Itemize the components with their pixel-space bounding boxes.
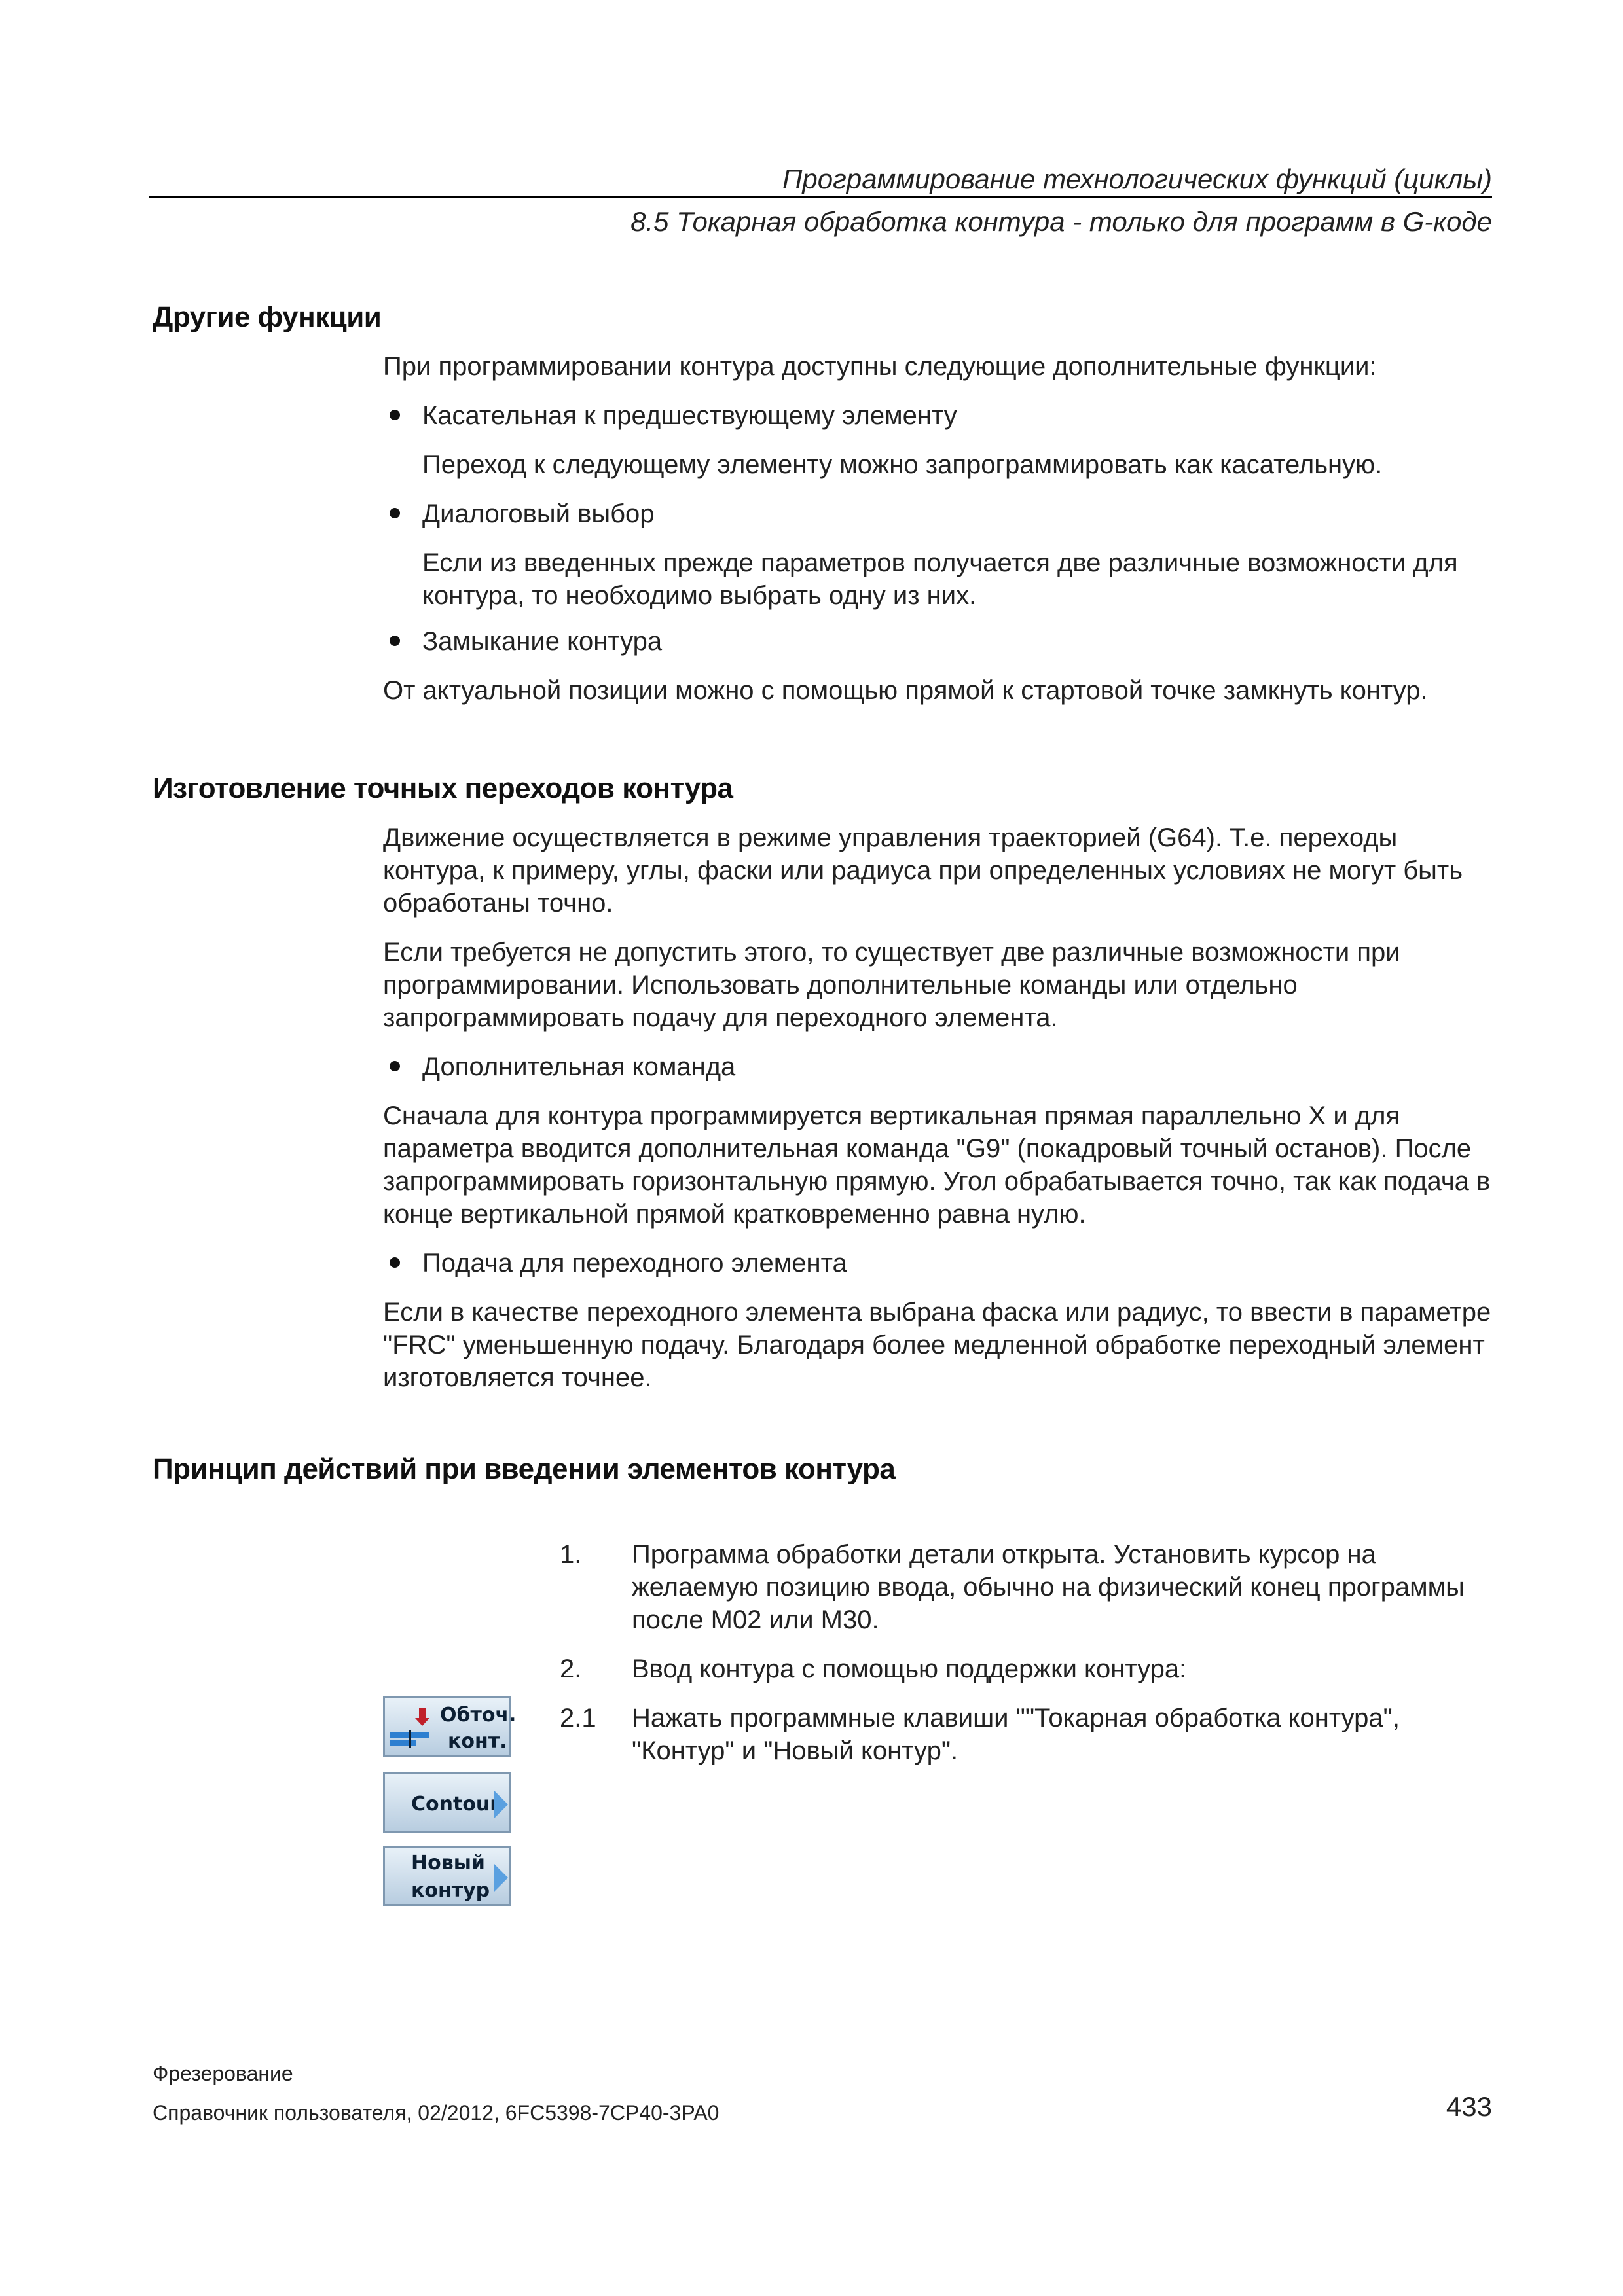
- running-header-chapter: Программирование технологических функций (циклы): [782, 164, 1492, 194]
- running-header-section: 8.5 Токарная обработка контура - только для программ в G-коде: [630, 206, 1492, 237]
- softkey-label-line1: Обточ.: [440, 1704, 517, 1727]
- step-number: 2.: [560, 1655, 582, 1683]
- paragraph: Движение осуществляется в режиме управления траекторией (G64). Т.е. переходы контура, к примеру, углы, фаски или радиуса при определенных условиях не могут быть обработаны точно.: [383, 823, 1463, 918]
- bullet-item: [422, 1247, 847, 1280]
- bullet-description: Если из введенных прежде параметров получается две различные возможности для контура, то необходимо выбрать одну из них.: [422, 548, 1458, 610]
- bullet-label: Касательная к предшествующему элементу: [422, 401, 957, 430]
- footer-book-title: Фрезерование: [153, 2062, 293, 2085]
- section-heading-other-functions: Другие функции: [153, 301, 382, 333]
- bullet-label: Диалоговый выбор: [422, 499, 655, 528]
- section-heading-exact-transitions: Изготовление точных переходов контура: [153, 772, 733, 804]
- bullet-item: [422, 1050, 735, 1083]
- softkey-label-line2: конт.: [448, 1730, 507, 1753]
- bullet-icon: [390, 410, 400, 420]
- softkey-label: Contour: [411, 1793, 500, 1816]
- bullet-icon: [390, 1257, 400, 1268]
- footer-manual-info: Справочник пользователя, 02/2012, 6FC5398-7CP40-3PA0: [153, 2101, 720, 2125]
- turning-contour-icon: [389, 1704, 435, 1753]
- softkey-label-line1: Новый: [411, 1852, 485, 1874]
- softkey-turning-contour[interactable]: [383, 1696, 517, 1757]
- step-text: Нажать программные клавиши ""Токарная обработка контура", "Контур" и "Новый контур".: [632, 1704, 1400, 1765]
- softkey-new-contour[interactable]: [383, 1846, 511, 1906]
- bullet-description: Сначала для контура программируется вертикальная прямая параллельно X и для параметра вводится дополнительная команда "G9" (покадровый точный останов). После запрограммировать горизонтальную прямую. Угол обрабатывается точно, так как подача в конце вертикальной прямой кратковременно равна нулю.: [383, 1102, 1491, 1229]
- bullet-label: Дополнительная команда: [422, 1052, 736, 1081]
- paragraph-intro: При программировании контура доступны следующие дополнительные функции:: [383, 352, 1377, 381]
- bullet-icon: [390, 636, 400, 646]
- softkey-contour[interactable]: [383, 1772, 511, 1833]
- paragraph-outro: От актуальной позиции можно с помощью прямой к стартовой точке замкнуть контур.: [383, 676, 1428, 705]
- bullet-item: [422, 497, 655, 530]
- step-text: Программа обработки детали открыта. Установить курсор на желаемую позицию ввода, обычно на физический конец программы после M02 или M30.: [632, 1540, 1465, 1634]
- bullet-description: Если в качестве переходного элемента выбрана фаска или радиус, то ввести в параметре "FRC" уменьшенную подачу. Благодаря более медленной обработке переходный элемент изготовляется точнее.: [383, 1298, 1491, 1392]
- softkey-label-line2: контур: [411, 1879, 490, 1902]
- step-number: 2.1: [560, 1704, 596, 1732]
- step-text: Ввод контура с помощью поддержки контура:: [632, 1655, 1187, 1683]
- bullet-item: [422, 399, 957, 432]
- bullet-icon: [390, 1061, 400, 1071]
- bullet-label: Подача для переходного элемента: [422, 1249, 847, 1278]
- page-number: 433: [1446, 2091, 1492, 2122]
- bullet-description: Переход к следующему элементу можно запрограммировать как касательную.: [422, 450, 1383, 479]
- arrow-right-icon: [494, 1790, 508, 1819]
- step-number: 1.: [560, 1540, 582, 1569]
- bullet-label: Замыкание контура: [422, 627, 663, 656]
- paragraph: Если требуется не допустить этого, то существует две различные возможности при программировании. Использовать дополнительные команды или отдельно запрограммировать подачу для переходного элемента.: [383, 938, 1400, 1032]
- bullet-item: [422, 625, 662, 658]
- bullet-icon: [390, 508, 400, 518]
- header-rule: [149, 196, 1492, 198]
- section-heading-procedure: Принцип действий при введении элементов контура: [153, 1453, 896, 1485]
- arrow-right-icon: [494, 1863, 508, 1892]
